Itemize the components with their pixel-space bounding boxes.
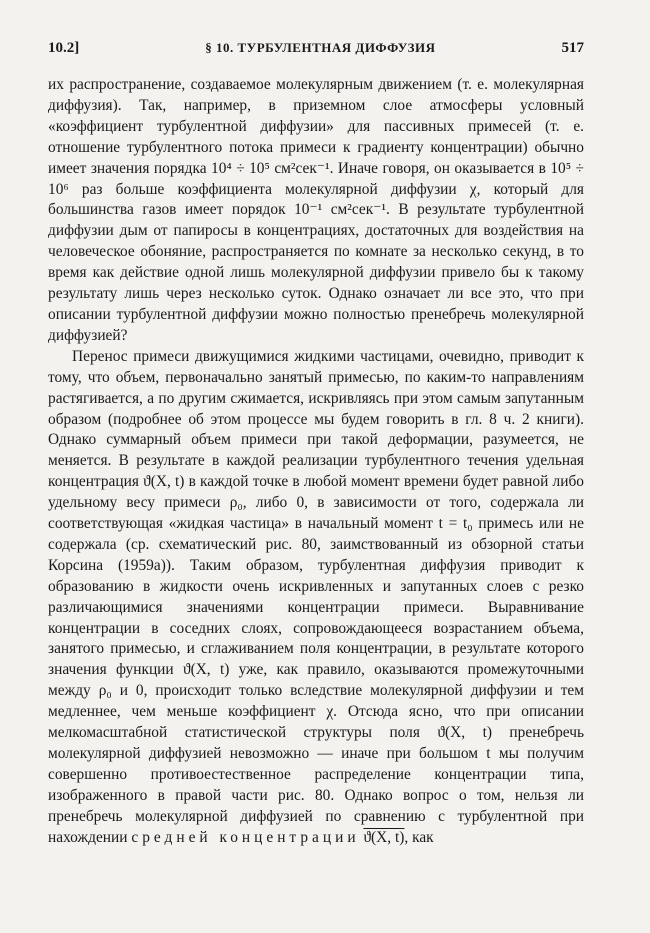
body-text (48, 75, 584, 849)
running-title: § 10. ТУРБУЛЕНТНАЯ ДИФФУЗИЯ (205, 40, 436, 55)
overlined-formula: ϑ(X, t) (363, 828, 405, 846)
paragraph-2-main: Перенос примеси движущимися жидкими частицами, очевидно, приводит к тому, что объем, первоначально занятый примесью, по каким-то направлениям растягивается, а по другим сжимается, искривляясь при этом самым запутанным образом (подробнее об этом процессе мы будем говорить в гл. 8 ч. 2 книги). Однако суммарный объем примеси при такой деформации, разумеется, не меняется. В результате в каждой реализации турбулентного течения удельная концентрация ϑ(X, t) в каждой точке в любой момент времени будет равной либо удельному весу примеси ρ₀, либо 0, в зависимости от того, содержала ли соответствующая «жидкая частица» в начальный момент t = t₀ примесь или не содержала (ср. схематический рис. 80, заимствованный из обзорной статьи Корсина (1959a)). Таким образом, турбулентная диффузия приводит к образованию в жидкости очень искривленных и запутанных слоев с резко различающимися значениями концентрации примеси. Выравнивание концентрации в соседних слоях, сопровождающееся возрастанием объема, занятого примесью, и сглаживанием поля концентрации, в результате которого значения функции ϑ(X, t) уже, как правило, оказываются промежуточными между ρ₀ и 0, происходит только вследствие молекулярной диффузии и тем медленнее, чем меньше коэффициент χ. Отсюда ясно, что при описании мелкомасштабной статистической структуры поля ϑ(X, t) пренебречь молекулярной диффузией невозможно — иначе при большом t мы получим совершенно противоестественное распределение концентрации типа, изображенного в правой части рис. 80. Однако вопрос о том, нельзя ли пренебречь молекулярной диффузией по сравнению с турбулентной при нахождении (48, 347, 584, 846)
page-number: 517 (561, 40, 584, 56)
paragraph-2-end: , как (404, 828, 434, 846)
section-number: 10.2] (48, 40, 80, 56)
paragraph-2 (48, 347, 584, 849)
emphasis-spaced-text: средней концентрации (131, 828, 360, 846)
book-page (48, 40, 584, 849)
running-header (48, 40, 584, 71)
paragraph-1: их распространение, создаваемое молекулярным движением (т. е. молекулярная диффузия). Так, например, в приземном слое атмосферы условный «коэффициент турбулентной диффузии» для пассивных примесей (т. е. отношение турбулентного потока примеси к градиенту концентрации) обычно имеет значения порядка 10⁴ ÷ 10⁵ см²сек⁻¹. Иначе говоря, он оказывается в 10⁵ ÷ 10⁶ раз больше коэффициента молекулярной диффузии χ, который для большинства газов имеет порядок 10⁻¹ см²сек⁻¹. В результате турбулентной диффузии дым от папиросы в концентрациях, достаточных для воздействия на человеческое обоняние, распространяется по комнате за несколько секунд, в то время как действие одной лишь молекулярной диффузии привело бы к такому результату лишь через несколько суток. Однако означает ли все это, что при описании турбулентной диффузии можно полностью пренебречь молекулярной диффузией? (48, 76, 584, 344)
